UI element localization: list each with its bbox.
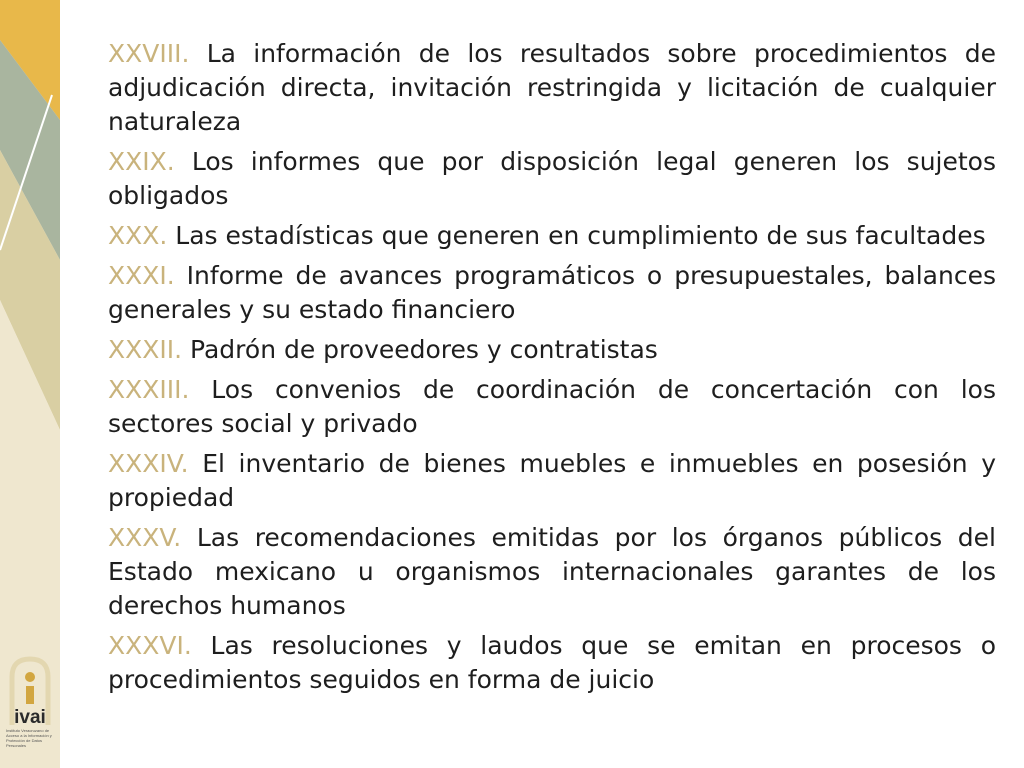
item-numeral: XXXVI. bbox=[108, 631, 192, 660]
list-item bbox=[108, 145, 996, 213]
logo-wordmark: ivai bbox=[14, 707, 46, 728]
side-band-graphic bbox=[0, 0, 60, 768]
decorative-side-band bbox=[0, 0, 60, 768]
item-text: Las recomendaciones emitidas por los órganos públicos del Estado mexicano u organismos internacionales garantes de los derechos humanos bbox=[108, 523, 996, 620]
item-numeral: XXXIV. bbox=[108, 449, 189, 478]
item-text: La información de los resultados sobre procedimientos de adjudicación directa, invitación restringida y licitación de cualquier naturaleza bbox=[108, 39, 997, 136]
list-item bbox=[108, 521, 996, 623]
list-item bbox=[108, 333, 996, 367]
item-text: Las resoluciones y laudos que se emitan en procesos o procedimientos seguidos en forma de juicio bbox=[108, 631, 996, 694]
item-numeral: XXXII. bbox=[108, 335, 183, 364]
item-numeral: XXX. bbox=[108, 221, 168, 250]
list-item bbox=[108, 259, 996, 327]
item-numeral: XXVIII. bbox=[108, 39, 190, 68]
item-text: Informe de avances programáticos o presupuestales, balances generales y su estado financiero bbox=[108, 261, 996, 324]
list-item bbox=[108, 219, 996, 253]
item-numeral: XXIX. bbox=[108, 147, 175, 176]
list-item bbox=[108, 373, 996, 441]
item-text: El inventario de bienes muebles e inmuebles en posesión y propiedad bbox=[108, 449, 996, 512]
list-item bbox=[108, 37, 996, 139]
list-item bbox=[108, 447, 996, 515]
item-text: Las estadísticas que generen en cumplimiento de sus facultades bbox=[175, 221, 986, 250]
item-numeral: XXXIII. bbox=[108, 375, 190, 404]
item-numeral: XXXV. bbox=[108, 523, 182, 552]
item-numeral: XXXI. bbox=[108, 261, 175, 290]
list-item bbox=[108, 629, 996, 697]
item-text: Padrón de proveedores y contratistas bbox=[190, 335, 658, 364]
item-text: Los convenios de coordinación de concertación con los sectores social y privado bbox=[108, 375, 996, 438]
transparency-obligations-list bbox=[108, 37, 996, 703]
item-text: Los informes que por disposición legal generen los sujetos obligados bbox=[108, 147, 996, 210]
logo-caption: Instituto Veracruzano de Acceso a la Información y Protección de Datos Personales bbox=[6, 728, 52, 748]
